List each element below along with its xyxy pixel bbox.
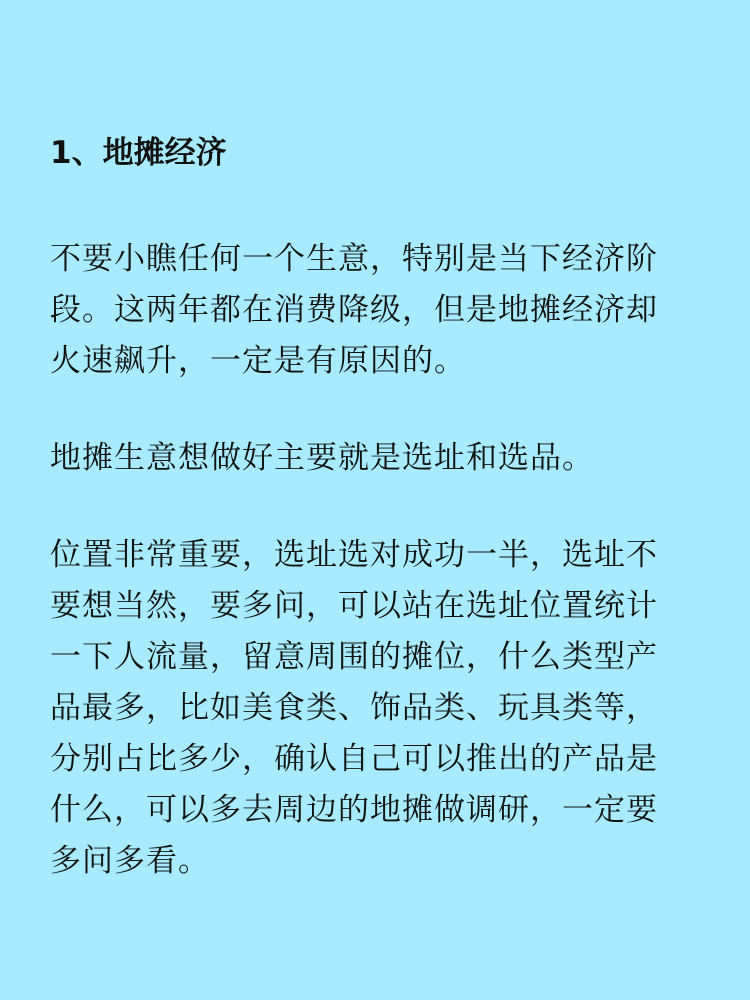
text-line: 段。这两年都在消费降级，但是地摊经济却 [50,292,658,328]
text-line: 要想当然，要多问，可以站在选址位置统计 [50,588,658,624]
text-line: 地摊生意想做好主要就是选址和选品。 [50,440,594,476]
key-point-paragraph [50,433,706,484]
text-line: 一下人流量，留意周围的摊位，什么类型产 [50,639,658,675]
intro-paragraph [50,234,706,387]
text-line: 火速飙升，一定是有原因的。 [50,343,466,379]
text-line: 位置非常重要，选址选对成功一半，选址不 [50,537,658,573]
location-advice-paragraph [50,530,706,887]
section-title: 1、地摊经济 [50,135,227,171]
text-line: 分别占比多少，确认自己可以推出的产品是 [50,741,658,777]
text-line: 什么，可以多去周边的地摊做调研，一定要 [50,792,658,828]
text-line: 多问多看。 [50,843,210,879]
text-line: 不要小瞧任何一个生意，特别是当下经济阶 [50,241,658,277]
text-line: 品最多，比如美食类、饰品类、玩具类等， [50,690,658,726]
